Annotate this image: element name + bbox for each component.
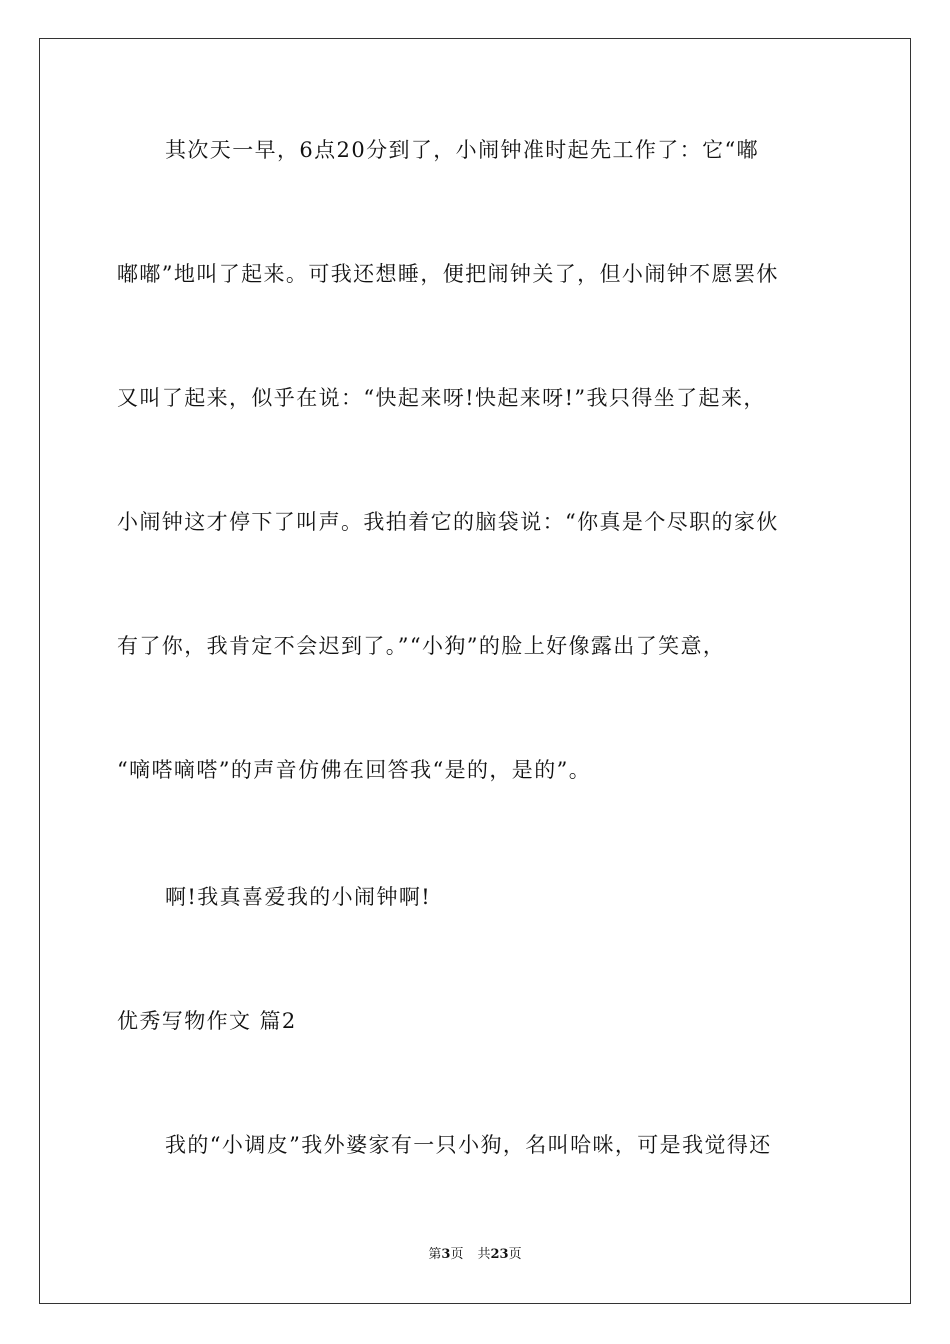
paragraph-line-3: 又叫了起来，似乎在说：“快起来呀!快起来呀!”我只得坐了起来，: [117, 386, 766, 410]
page-border: [39, 38, 911, 1304]
footer-page-total: 23: [490, 1247, 509, 1262]
footer-page-current: 3: [441, 1247, 451, 1262]
paragraph-line-2: 嘟嘟”地叫了起来。可我还想睡，便把闹钟关了，但小闹钟不愿罢休: [117, 262, 779, 286]
paragraph-line-6: “嘀嗒嘀嗒”的声音仿佛在回答我“是的，是的”。: [117, 758, 592, 782]
paragraph-line-9: 我的“小调皮”我外婆家有一只小狗，名叫哈咪，可是我觉得还: [165, 1133, 772, 1157]
paragraph-line-7: 啊!我真喜爱我的小闹钟啊!: [165, 885, 432, 909]
footer-page-unit: 页: [450, 1247, 464, 1262]
footer-total-unit: 页: [508, 1247, 522, 1262]
footer-page-prefix: 第: [428, 1247, 442, 1262]
page-footer: [0, 1246, 950, 1264]
section-heading: 优秀写物作文 篇2: [117, 1009, 297, 1033]
footer-total-prefix: 共: [477, 1247, 491, 1262]
paragraph-line-1: 其次天一早，6点20分到了，小闹钟准时起先工作了：它“嘟: [165, 138, 760, 162]
paragraph-line-4: 小闹钟这才停下了叫声。我拍着它的脑袋说：“你真是个尽职的家伙: [117, 510, 779, 534]
paragraph-line-5: 有了你，我肯定不会迟到了。”“小狗”的脸上好像露出了笑意，: [117, 634, 726, 658]
